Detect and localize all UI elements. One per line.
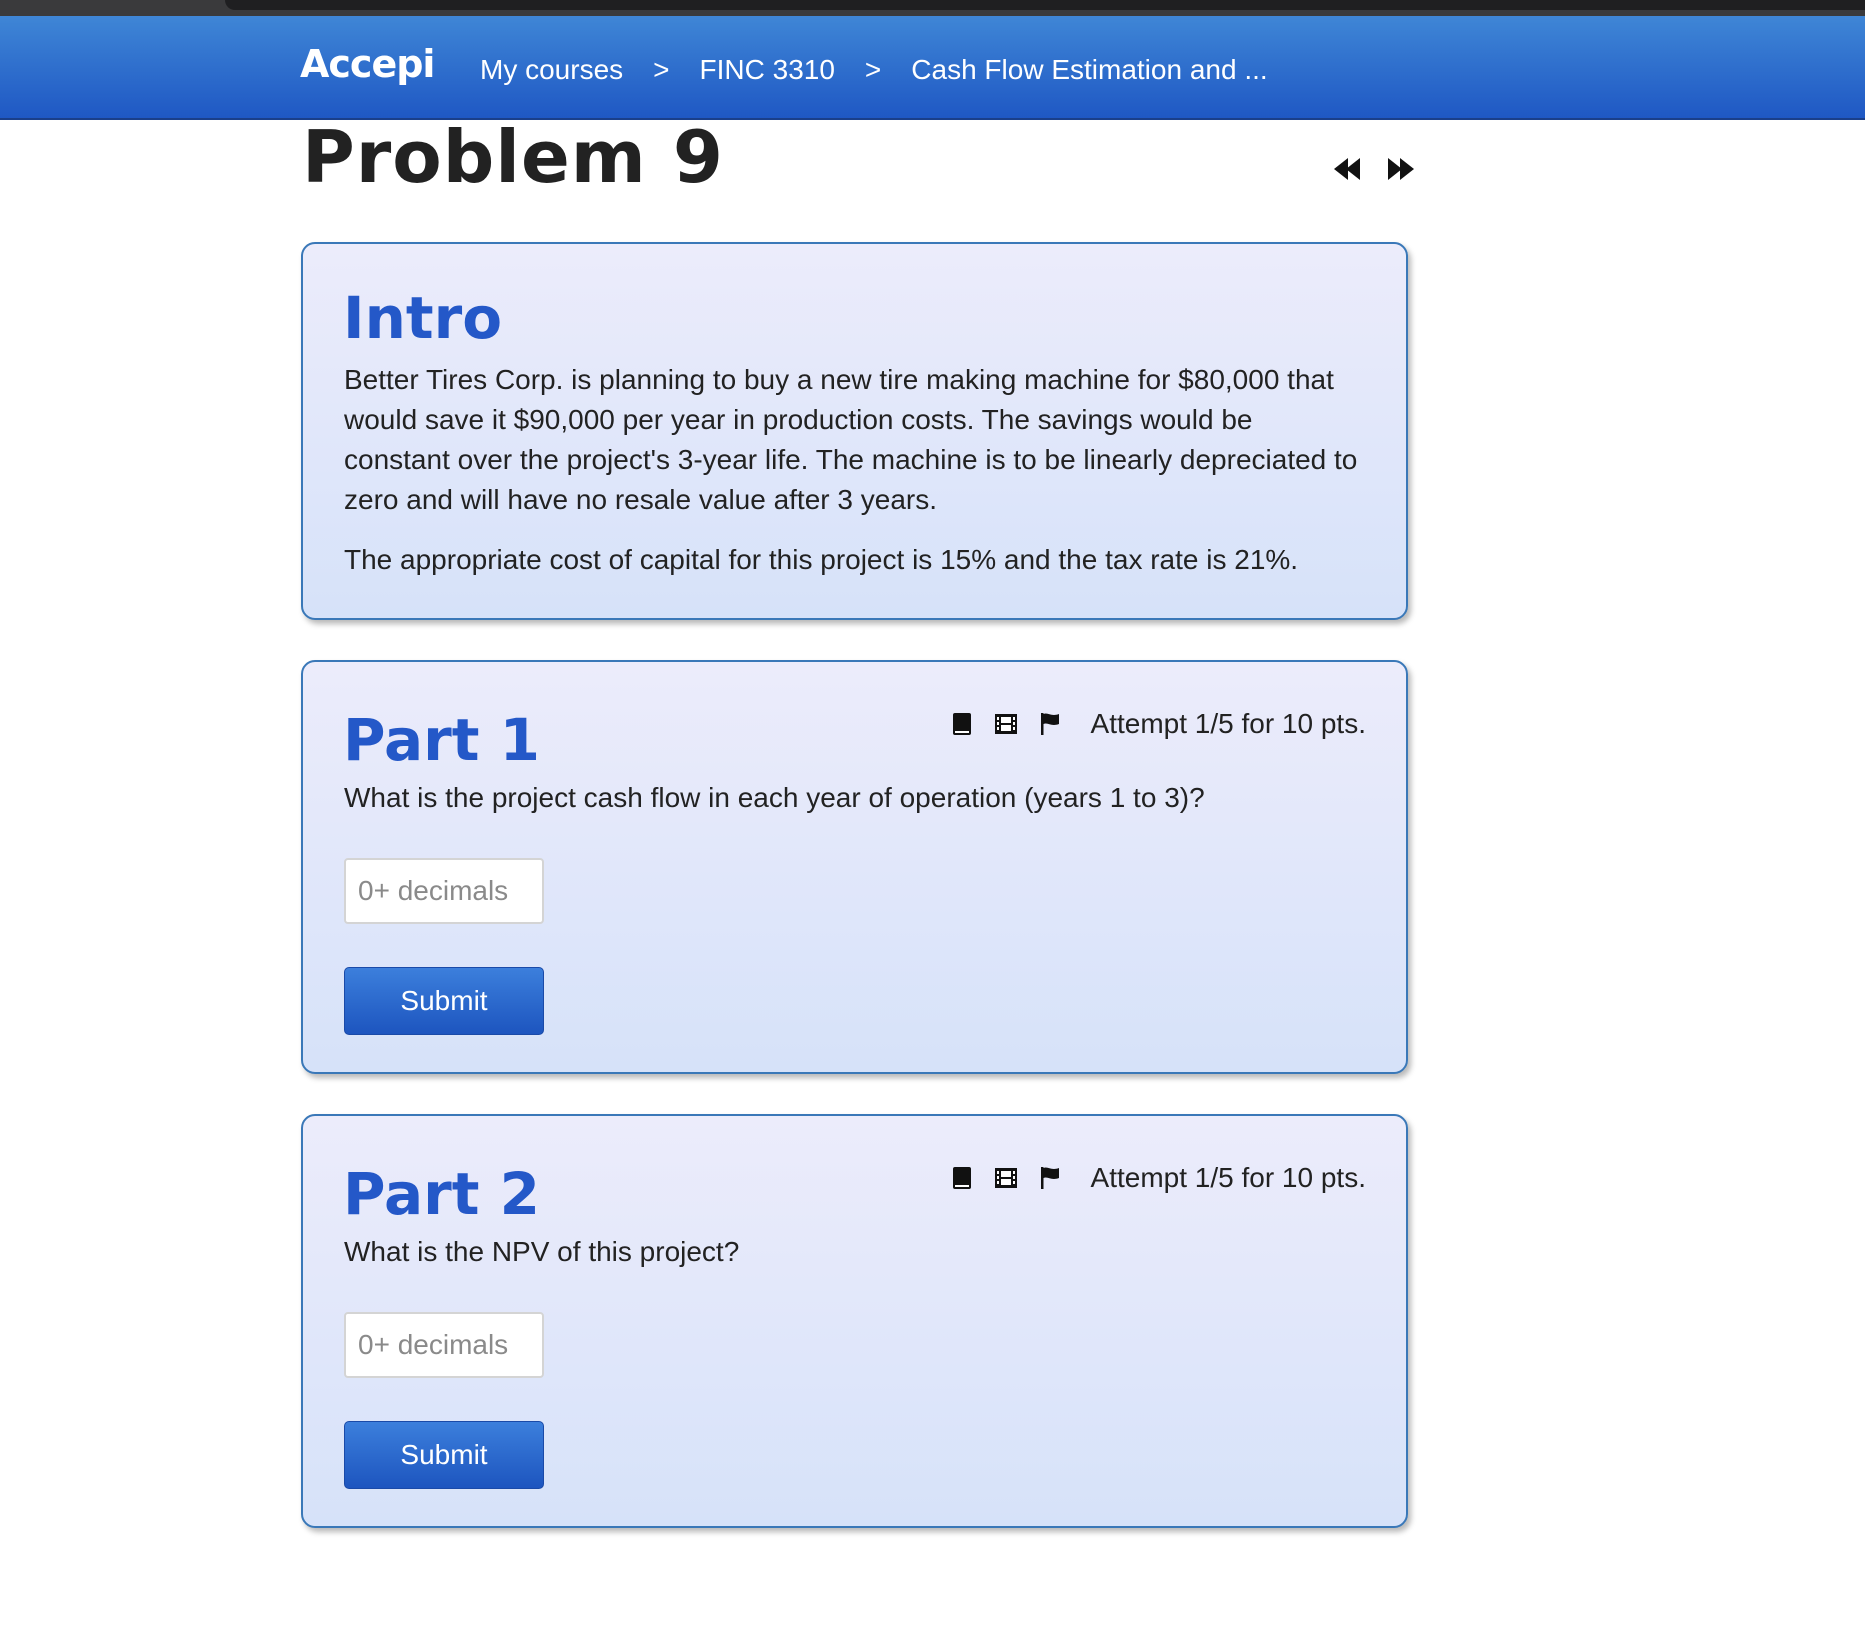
breadcrumb-separator: > <box>864 54 882 85</box>
page-title: Problem 9 <box>302 115 724 199</box>
browser-chrome-strip <box>0 0 1865 16</box>
film-icon[interactable] <box>993 1165 1019 1191</box>
book-icon[interactable] <box>949 1165 975 1191</box>
logo-text: Accepi <box>300 42 435 86</box>
part-1-answer-input[interactable] <box>344 858 544 924</box>
part-2-answer-input[interactable] <box>344 1312 544 1378</box>
part-1-heading: Part 1 <box>343 706 540 774</box>
film-icon[interactable] <box>993 711 1019 737</box>
browser-tab-edge <box>225 0 1865 10</box>
next-problem-icon[interactable] <box>1382 154 1418 184</box>
breadcrumb-my-courses[interactable]: My courses <box>480 54 624 85</box>
breadcrumb-course[interactable]: FINC 3310 <box>699 54 835 85</box>
part-2-heading: Part 2 <box>343 1160 540 1228</box>
flag-icon[interactable] <box>1037 1165 1063 1191</box>
part-1-attempt-status: Attempt 1/5 for 10 pts. <box>1090 708 1366 739</box>
part-2-tools <box>949 1158 1366 1198</box>
intro-heading: Intro <box>343 284 503 352</box>
intro-paragraph: Better Tires Corp. is planning to buy a new tire making machine for $80,000 that would save it $90,000 per year in production costs. The savings would be constant over the project's 3-year life. The machine is to be linearly depreciated to zero and will have no resale value after 3 years. <box>344 364 1358 515</box>
part-2-card <box>301 1114 1408 1528</box>
problem-pager <box>1330 154 1418 184</box>
part-2-attempt-status: Attempt 1/5 for 10 pts. <box>1090 1162 1366 1193</box>
part-1-submit-button[interactable]: Submit <box>344 967 544 1035</box>
breadcrumb <box>480 50 1268 90</box>
book-icon[interactable] <box>949 711 975 737</box>
breadcrumb-separator: > <box>653 54 670 85</box>
part-2-question: What is the NPV of this project? <box>344 1236 740 1267</box>
part-1-tools <box>949 704 1366 744</box>
part-1-question: What is the project cash flow in each year of operation (years 1 to 3)? <box>344 782 1205 813</box>
breadcrumb-assignment[interactable]: Cash Flow Estimation and ... <box>911 54 1268 85</box>
flag-icon[interactable] <box>1037 711 1063 737</box>
part-2-submit-button[interactable]: Submit <box>344 1421 544 1489</box>
accepi-logo[interactable] <box>300 42 434 86</box>
previous-problem-icon[interactable] <box>1330 154 1366 184</box>
intro-card <box>301 242 1408 620</box>
top-navbar <box>0 16 1865 120</box>
part-1-card <box>301 660 1408 1074</box>
intro-paragraph: The appropriate cost of capital for this project is 15% and the tax rate is 21%. <box>344 544 1299 575</box>
